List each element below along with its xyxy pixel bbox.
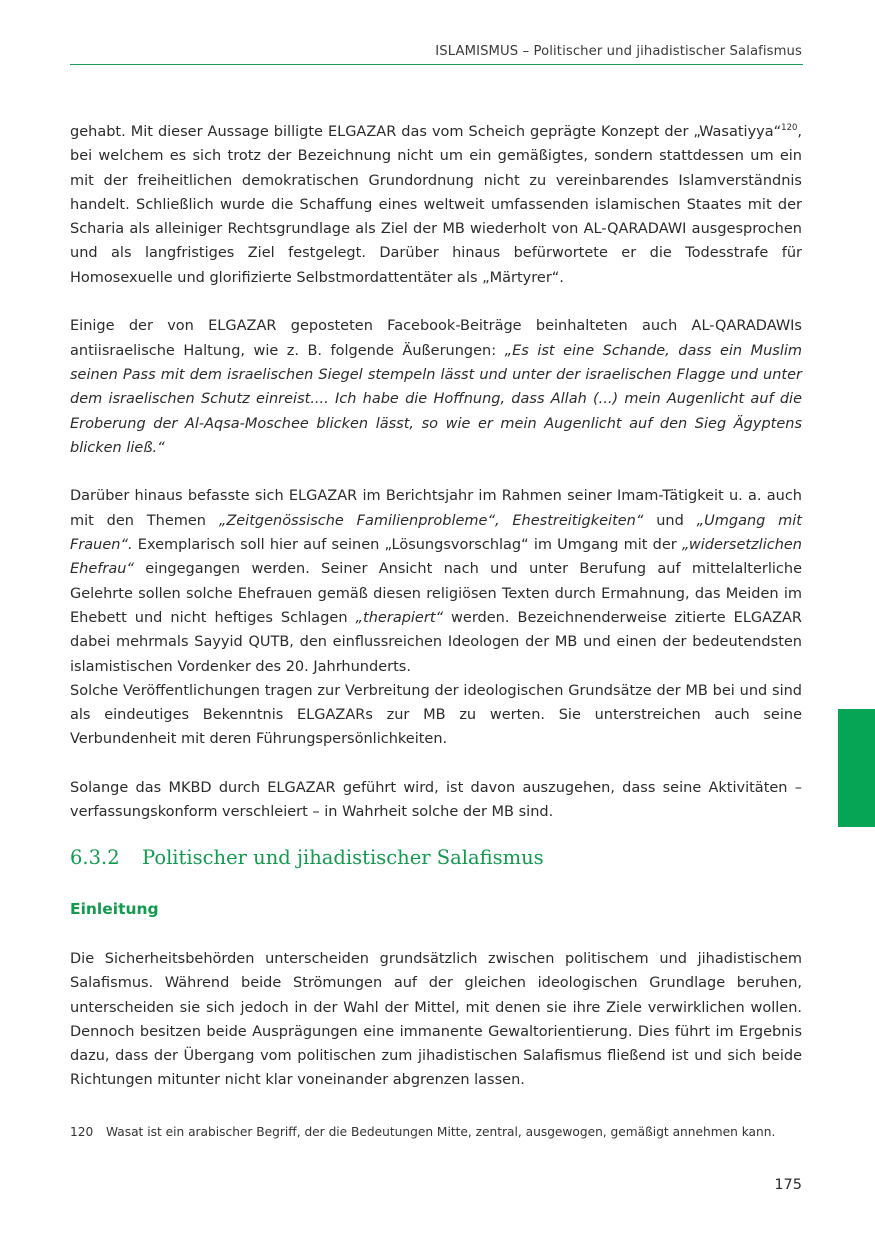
paragraph-3: Darüber hinaus befasste sich ELGAZAR im Berichtsjahr im Rahmen seiner Imam-Tätigkeit u. a. auch mit den Themen „Zeitgenössische Familienprobleme“, Ehestreitigkeiten“ und „Umgang mit Frauen“. Exemplarisch soll hier auf seinen „Lösungsvorschlag“ im Umgang mit der „widersetzlichen Ehefrau“ eingegangen werden. Seiner Ansicht nach und unter Berufung auf mittelalterliche Gelehrte sollen solche Ehefrauen gemäß diesen religiösen Texten durch Ermahnung, das Meiden im Ehebett und nicht heftiges Schlagen „therapiert“ werden. Bezeichnenderweise zitierte ELGAZAR dabei mehrmals Sayyid QUTB, den einflussreichen Ideologen der MB und einen der bedeutendsten islamistischen Vordenker des 20. Jahrhunderts. — [70, 488, 802, 675]
quotation: „Es ist eine Schande, dass ein Muslim seinen Pass mit dem israelischen Siegel stempeln lässt und unter der israelischen Flagge und unter dem israelischen Schutz einreist.... Ich habe die Hoffnung, dass Allah (...) mein Augenlicht auf die Eroberung der Al-Aqsa-Moschee blicken lässt, so wie er mein Augenlicht auf den Sieg Ägyptens blicken ließ.“ — [70, 342, 803, 456]
paragraph-5: Solange das MKBD durch ELGAZAR geführt wird, ist davon auszugehen, dass seine Aktivitäten – verfassungskonform verschleiert – in Wahrheit solche der MB sind. — [70, 780, 802, 821]
footnote — [70, 1125, 802, 1139]
section-heading — [70, 846, 544, 869]
paragraph-4: Solche Veröffentlichungen tragen zur Verbreitung der ideologischen Grundsätze der MB bei und sind als eindeutiges Bekenntnis ELGAZARs zur MB zu werten. Sie unterstreichen auch seine Verbundenheit mit deren Führungspersönlichkeiten. — [70, 682, 802, 748]
page-number: 175 — [774, 1177, 802, 1193]
main-text — [70, 120, 802, 825]
running-head: ISLAMISMUS – Politischer und jihadistischer Salafismus — [435, 44, 802, 59]
paragraph-1: gehabt. Mit dieser Aussage billigte ELGAZAR das vom Scheich geprägte Konzept der „Wasatiyya“$^{120}$, bei welchem es sich trotz der Bezeichnung nicht um ein gemäßigtes, sondern stattdessen um ein mit der freiheitlichen demokratischen Grundordnung nicht zu vereinbarendes Islamverständnis handelt. Schließlich wurde die Schaffung eines weltweit umfassenden islamischen Staates mit der Scharia als alleiniger Rechtsgrundlage als Ziel der MB wiederholt von AL-QARADAWI ausgesprochen und als langfristiges Ziel festgelegt. Darüber hinaus befürwortete er die Todesstrafe für Homosexuelle und glorifizierte Selbstmordattentäter als „Märtyrer“. — [70, 123, 802, 286]
paragraph-introduction: Die Sicherheitsbehörden unterscheiden grundsätzlich zwischen politischem und jihadistischem Salafismus. Während beide Strömungen auf der gleichen ideologischen Grundlage beruhen, unterscheiden sie sich jedoch in der Wahl der Mittel, mit denen sie ihre Ziele verwirklichen wollen. Dennoch besitzen beide Ausprägungen eine immanente Gewaltorientierung. Dies führt im Ergebnis dazu, dass der Übergang vom politischen zum jihadistischen Salafismus fließend ist und sich beide Richtungen mitunter nicht klar voneinander abgrenzen lassen. — [70, 951, 802, 1089]
footnote-number: 120 — [70, 1125, 94, 1139]
section-title: Politischer und jihadistischer Salafismus — [142, 846, 544, 869]
chapter-side-tab — [838, 709, 875, 827]
footnote-reference[interactable]: 120 — [781, 123, 798, 133]
section-number: 6.3.2 — [70, 846, 120, 869]
header-rule — [70, 64, 803, 65]
footnote-text: Wasat ist ein arabischer Begriff, der die Bedeutungen Mitte, zentral, ausgewogen, gemäßigt annehmen kann. — [106, 1125, 776, 1139]
section-text — [70, 947, 802, 1093]
paragraph-2: Einige der von ELGAZAR geposteten Facebook-Beiträge beinhalteten auch AL-QARADAWIs antiisraelische Haltung, wie z. B. folgende Äußerungen: „Es ist eine Schande, dass ein Muslim seinen Pass mit dem israelischen Siegel stempeln lässt und unter der israelischen Flagge und unter dem israelischen Schutz einreist.... Ich habe die Hoffnung, dass Allah (...) mein Augenlicht auf die Eroberung der Al-Aqsa-Moschee blicken lässt, so wie er mein Augenlicht auf den Sieg Ägyptens blicken ließ.“ — [70, 318, 803, 456]
subsection-heading: Einleitung — [70, 900, 159, 918]
